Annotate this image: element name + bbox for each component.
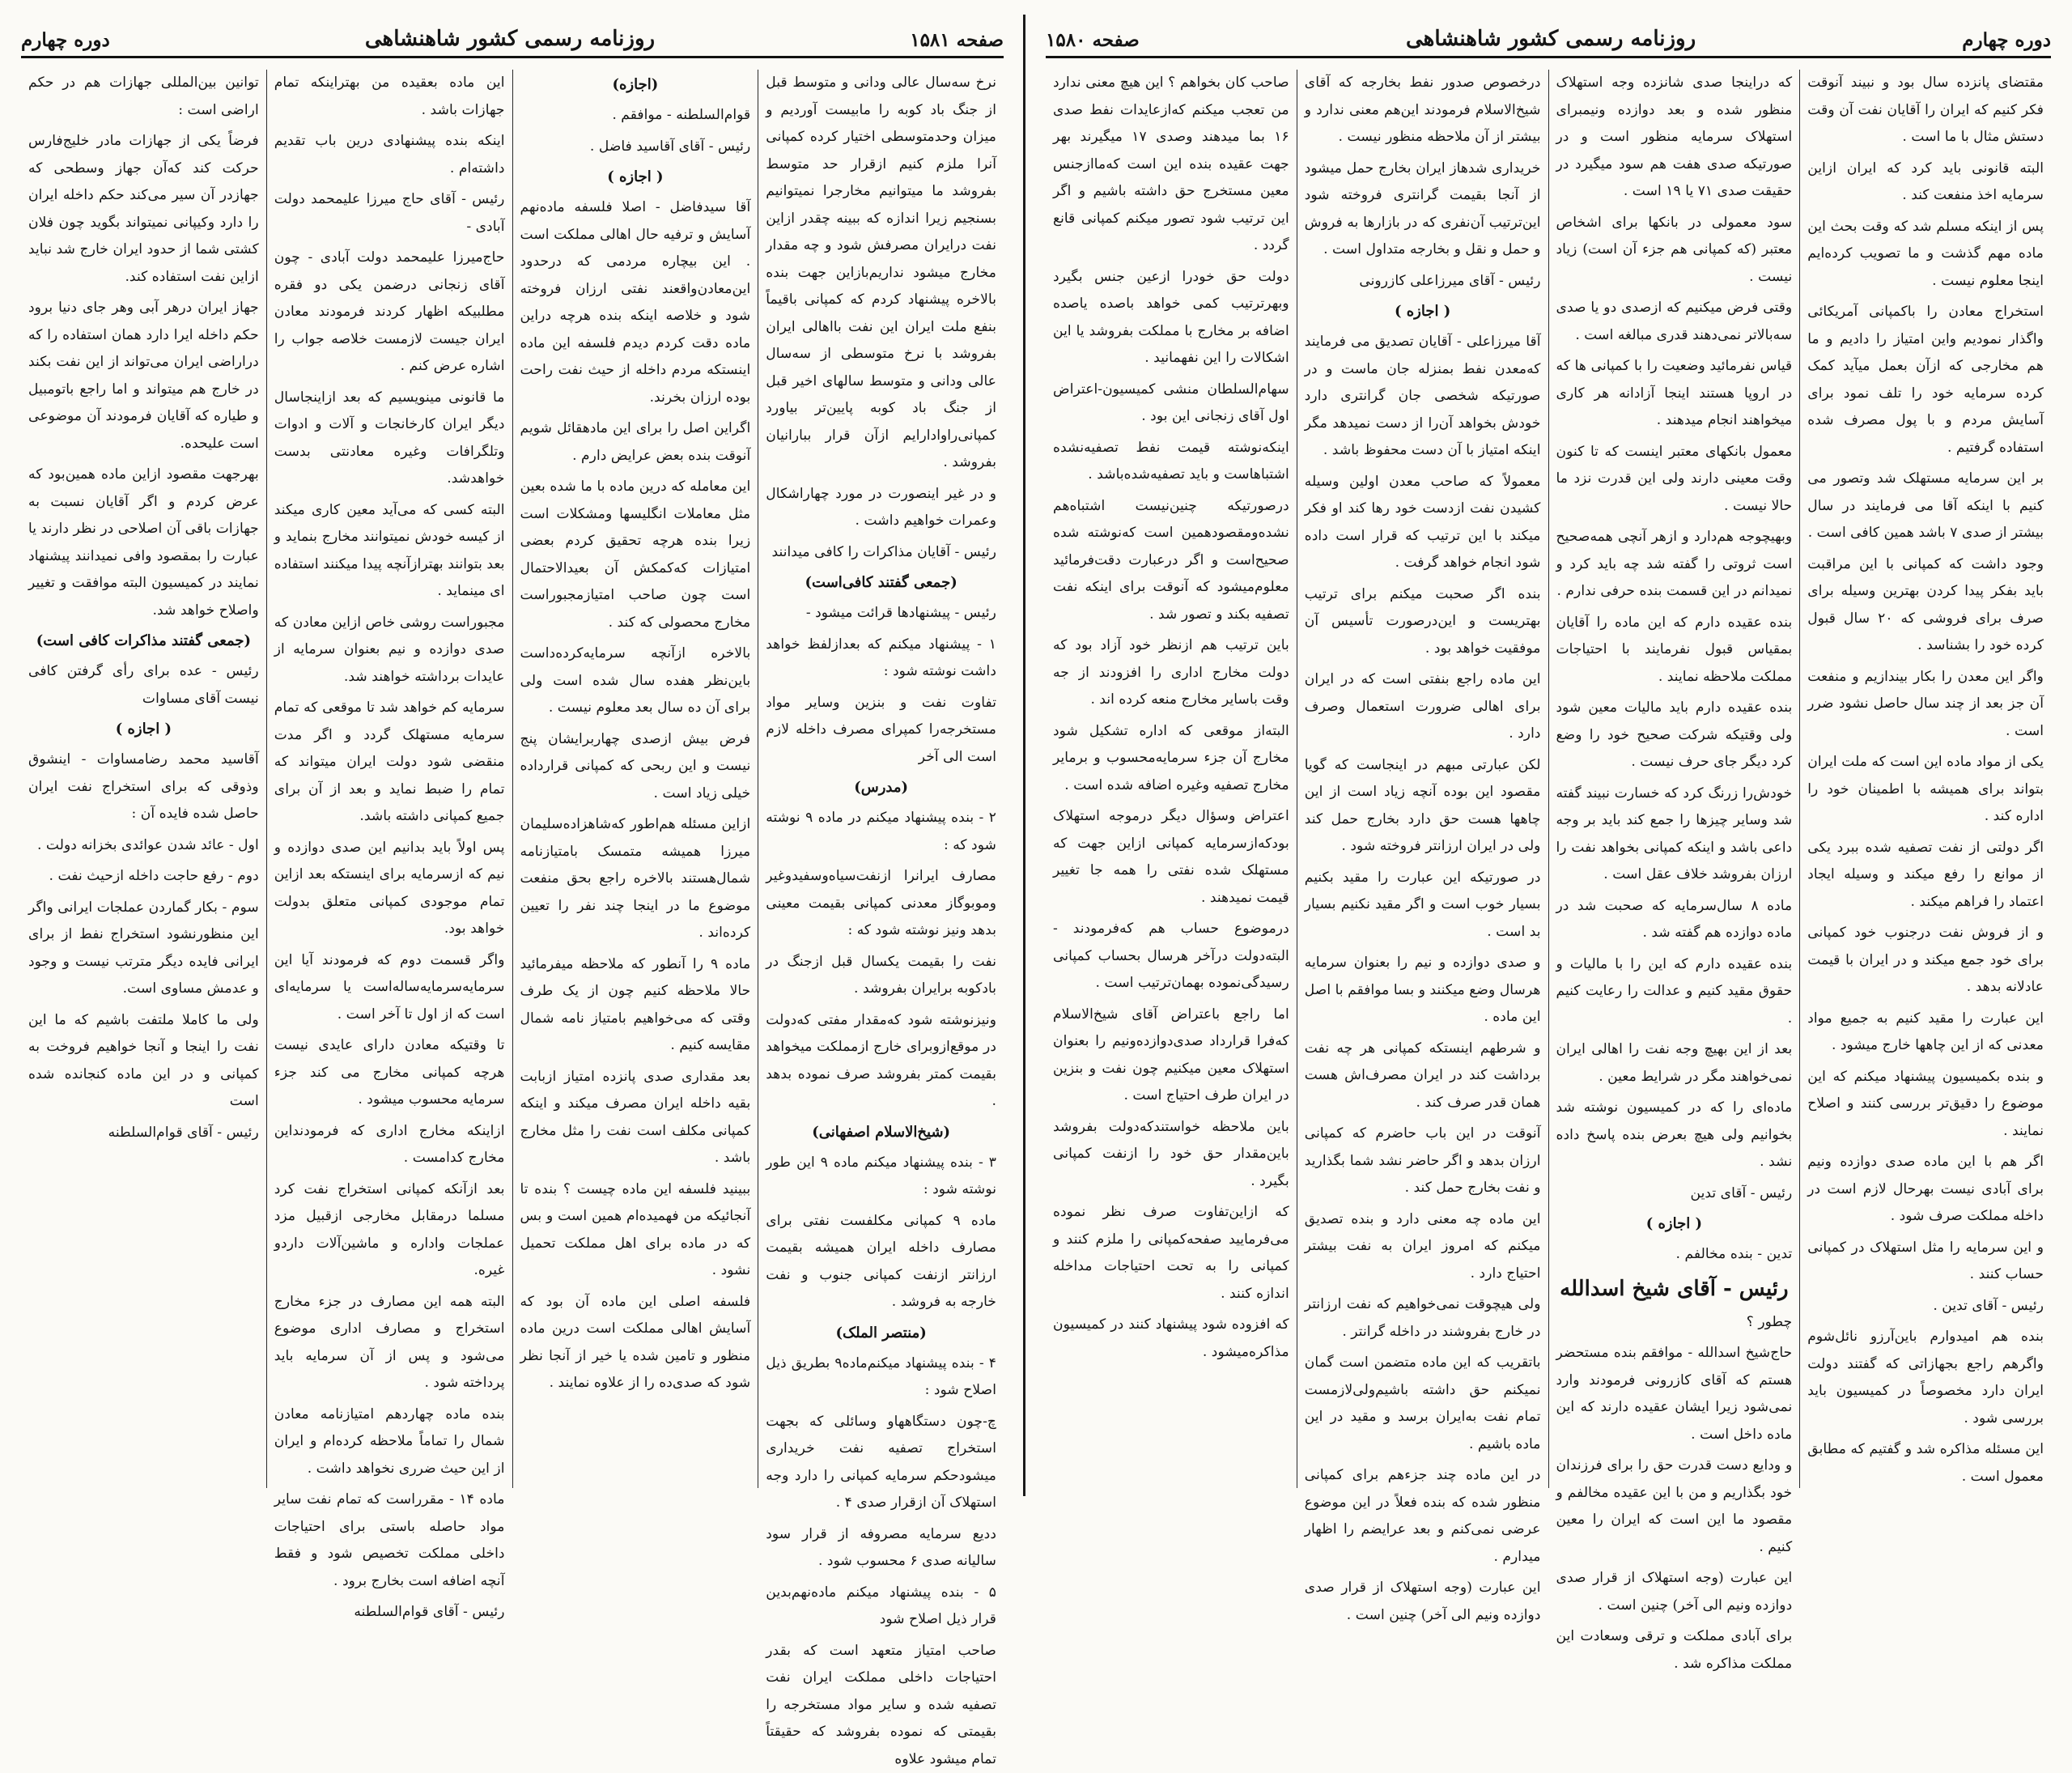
paragraph: بنده عقیده دارم که این را با مالیات و حقوق مقید کنیم و عدالت را رعایت کنیم . <box>1556 951 1793 1033</box>
center-heading: (شیخ‌الاسلام اصفهانی) <box>766 1120 996 1146</box>
paragraph: ۱ - پیشنهاد میکنم که بعدازلفظ خواهد داشت نوشته شود : <box>766 631 996 686</box>
paragraph: معمول بانکهای معتبر اینست که تا کنون وقت معینی دارند ولی این قدرت نزد ما حالا نیست . <box>1556 439 1793 521</box>
paragraph: پس اولاً باید بدانیم این صدی دوازده و نیم که ازسرمایه برای اینستکه بعد ازاین تمام موجودی کمپانی متعلق بدولت خواهد بود. <box>274 835 505 943</box>
paragraph: ما قانونی مینویسیم که بعد ازاینجاسال دیگر ایران کارخانجات و آلات و ادوات وتلگرافات وغیره معادنتی بدست خواهدشد. <box>274 385 505 493</box>
paragraph: برای آبادی مملکت و ترقی وسعادت این مملکت مذاکره شد . <box>1556 1623 1793 1677</box>
paragraph: سوم - بکار گماردن عملجات ایرانی واگر این منظورنشود استخراج نفط از برای ایرانی فایده دیگر مترتب نیست و وجود و عدمش مساوی است. <box>28 895 259 1003</box>
paragraph: ماده ۸ سال‌سرمایه که صحبت شد در ماده دوازده هم گفته شد . <box>1556 893 1793 947</box>
paragraph: اول - عائد شدن عوائدی بخزانه دولت . <box>28 832 259 860</box>
text-column <box>21 70 266 1488</box>
text-column <box>1046 70 1297 1488</box>
paragraph: ددیع سرمایه مصروفه از قرار سود سالیانه صدی ۶ محسوب شود . <box>766 1521 996 1575</box>
paragraph: البته‌از موقعی که اداره تشکیل شود مخارج آن جزء سرمایه‌محسوب و برمایر مخارج تصفیه وغیره اضافه شده است . <box>1053 718 1289 800</box>
paragraph: بنده عقیده دارم باید مالیات معین شود ولی وقتیکه شرکت صحیح خود را وضع کرد دیگر جای حرف نیست . <box>1556 695 1793 776</box>
paragraph: درصورتیکه چنین‌نیست اشتباه‌هم نشده‌ومقصودهمین است که‌نوشته شده صحیح‌است و اگر درعبارت دقت‌فرمائید معلوم‌میشود که آنوقت برای اینکه نفت تصفیه بکند و تصور شد . <box>1053 493 1289 629</box>
paragraph: ماده‌ای را که در کمیسیون نوشته شد بخوانیم ولی هیچ بعرض بنده پاسخ داده نشد . <box>1556 1095 1793 1176</box>
paragraph: ماده ۹ کمپانی مکلفست نفتی برای مصارف داخله ایران همیشه بقیمت ارزانتر ازنفت کمپانی جنوب و نفت خارجه به فروشد . <box>766 1208 996 1316</box>
paragraph: باین ترتیب هم ازنظر خود آزاد بود که دولت مخارج اداری را افزودند از جه وقت باسایر مخارج منعه کرده اند . <box>1053 632 1289 714</box>
paragraph: خودش‌را زرنگ کرد که خسارت نبیند گفته شد وسایر چیزها را جمع کند باید بر وجه داعی باشد و اینکه کمپانی بخواهد نفت را ارزان بفروشد خلاف عقل است . <box>1556 780 1793 889</box>
paragraph: و صدی دوازده و نیم را بعنوان سرمایه هرسال وضع میکنند و بسا موافقم با اصل این ماده . <box>1305 950 1541 1031</box>
paragraph: سود معمولی در بانکها برای اشخاص معتبر (که کمپانی هم جزء آن است) زیاد نیست . <box>1556 210 1793 291</box>
paragraph: درموضوع حساب هم که‌فرمودند - البته‌دولت درآخر هرسال بحساب کمپانی رسیدگی‌نموده بهمان‌ترتیب است . <box>1053 916 1289 997</box>
paragraph: که ازاین‌تفاوت صرف نظر نموده می‌فرمایید صفحه‌کمپانی را ملزم کنند و کمپانی را به تحت احتیاجات مداخله اندازه کنند . <box>1053 1199 1289 1307</box>
paragraph: ازاین مسئله هم‌اطور که‌شاهزاده‌سلیمان میرزا همیشه متمسک بامتیازنامه شمال‌هستند بالاخره راجع بحق منفعت موضوع ما در اینجا چند نفر را تعیین کرده‌اند . <box>520 811 751 947</box>
paragraph: واگر این معدن را بکار بیندازیم و منفعت آن جز بعد از چند سال حاصل نشود ضرر است . <box>1807 664 2044 746</box>
paragraph: نفت را بقیمت یکسال قبل ازجنگ در بادکوبه برایران بفروشد . <box>766 949 996 1003</box>
paragraph: وقتی فرض میکنیم که ازصدی دو یا صدی سه‌بالاتر نمی‌دهند قدری مبالغه است . <box>1556 295 1793 349</box>
paragraph: در صورتیکه این عبارت را مقید بکنیم بسیار خوب است و اگر مقید نکنیم بسیار بد است . <box>1305 865 1541 946</box>
paragraph: ولی ما کاملا ملتفت باشیم که ما این نفت را اینجا و آنجا خواهیم فروخت به کمپانی و در این ماده کنجانده شده است <box>28 1007 259 1116</box>
paragraph: بعد مقداری صدی پانزده امتیاز ازبابت بقیه داخله ایران مصرف میکند و اینکه کمپانی مکلف است نفت را مثل مخارج باشد . <box>520 1064 751 1172</box>
text-column <box>1297 70 1548 1488</box>
paragraph: بالاخره ازآنچه سرمایه‌کرده‌داست باین‌نظر هفده سال شده است ولی برای آن ده سال بعد معلوم نیست . <box>520 640 751 722</box>
left-page <box>0 0 1025 1507</box>
center-heading: ( اجازه ) <box>28 716 259 742</box>
left-page-number: صفحه ۱۵۸۱ <box>910 29 1004 51</box>
paragraph: جهاز ایران درهر آبی وهر جای دنیا برود حکم داخله ایرا دارد همان استفاده را که دراراضی ایران می‌تواند از این نفت بکند در خارج هم میتواند و اما راجع باتومبیل و طیاره که آقایان فرمودند آن موضوعی است علیحده. <box>28 295 259 457</box>
paragraph: دولت حق خودرا ازعین جنس بگیرد وبهرترتیب کمی خواهد باصده یاصده اضافه بر مخارج با مملکت بفروشد یا این اشکالات را این نفهمانید . <box>1053 264 1289 372</box>
paragraph: این عبارت (وجه استهلاک از قرار صدی دوازده ونیم الی آخر) چنین است . <box>1305 1575 1541 1629</box>
paragraph: مقتضای پانزده سال بود و نبیند آنوقت فکر کنیم که ایران را آقایان نفت آن وقت دستش مثال با ما است . <box>1807 70 2044 151</box>
paragraph: رئیس - آقای قوام‌السلطنه <box>28 1120 259 1147</box>
paragraph: مجبوراست روشی خاص ازاین معادن که صدی دوازده و نیم بعنوان سرمایه از عایدات برداشته خواهند شد. <box>274 610 505 691</box>
paragraph: آقاسید محمد رضامساوات - اینشوق وذوقی که برای استخراج نفت ایران حاصل شده فایده آن : <box>28 746 259 828</box>
paragraph: درخصوص صدور نفط بخارجه که آقای شیخ‌الاسلام فرمودند این‌هم معنی ندارد و بیشتر از آن ملاحظه منظور نیست . <box>1305 70 1541 151</box>
paragraph: بهرجهت مقصود ازاین ماده همین‌بود که عرض کردم و اگر آقایان نسبت به جهازات باقی آن اصلاحی در نظر دارند یا عبارت را بمقصود وافی نمیدانند پیشنهاد نمایند در کمیسیون البته موافقت و تغییر واصلاح خواهد شد. <box>28 461 259 624</box>
paragraph: وبهیچوجه هم‌دارد و ازهر آنچی همه‌صحیح است ثروتی را گفته شد چه باید کرد و نمیدانم در این قسمت بنده حرفی ندارم . <box>1556 524 1793 606</box>
paragraph: رئیس - آقای تدین . <box>1807 1293 2044 1320</box>
center-heading: ( اجازه ) <box>1305 299 1541 325</box>
right-page-title: روزنامه رسمی کشور شاهنشاهی <box>1406 27 1696 51</box>
paragraph: و ودایع دست قدرت حق را برای فرزندان خود بگذاریم و من با این عقیده مخالفم و مقصود ما این است که ایران را معین کنیم . <box>1556 1452 1793 1561</box>
paragraph: آقا سیدفاضل - اصلا فلسفه ماده‌نهم آسایش و ترفیه حال اهالی مملکت است . این بیچاره مردمی که درحدود این‌معادن‌واقعند نفتی ارزان فروخته شود و خلاصه اینکه بنده هرچه دراین ماده دقت کردم دیدم فلسفه این ماده اینستکه مردم داخله از حیث نفت راحت بوده ارزان بخرند. <box>520 194 751 411</box>
paragraph: و از فروش نفت درجنوب خود کمپانی برای خود جمع میکند و در ایران با قیمت عادلانه بدهد . <box>1807 920 2044 1001</box>
paragraph: رئیس - آقایان مذاکرات را کافی میدانند <box>766 539 996 567</box>
paragraph: که دراینجا صدی شانزده وجه استهلاک منظور شده و بعد دوازده ونیمبرای استهلاک سرمایه منظور است و در صورتیکه صدی هفت هم سود میگیرد در حقیقت صدی ۷۱ یا ۱۹ است . <box>1556 70 1793 206</box>
center-heading: ( اجازه ) <box>1556 1211 1793 1237</box>
center-heading: (مدرس) <box>766 775 996 801</box>
paragraph: بعد ازآنکه کمپانی استخراج نفت کرد مسلما درمقابل مخارجی ازقبیل مزد عملجات واداره و ماشین‌آلات داردو غیره. <box>274 1176 505 1285</box>
paragraph: بنده عقیده دارم که این ماده را آقایان بمقیاس قبول نفرمایند با احتیاجات مملکت ملاحظه نمایند . <box>1556 610 1793 691</box>
paragraph: که افزوده شود پیشنهاد کنند در کمیسیون مذاکره‌میشود . <box>1053 1312 1289 1366</box>
left-page-masthead <box>21 11 1004 58</box>
paragraph: اگراین اصل را برای این مادهقائل شویم آنوقت بنده بعض عرایض دارم . <box>520 415 751 470</box>
paragraph: بعد از این بهیچ وجه نفت را اهالی ایران نمی‌خواهند مگر در شرایط معین . <box>1556 1036 1793 1091</box>
paragraph: و در غیر اینصورت در مورد چهاراشکال وعمرات خواهیم داشت . <box>766 481 996 535</box>
left-page-title: روزنامه رسمی کشور شاهنشاهی <box>365 27 655 51</box>
paragraph: فرضاً یکی از جهازات مادر خلیج‌فارس حرکت کند که‌آن جهاز وسطحی که جهازدر آن سیر می‌کند حکم داخله ایران را دارد وکیپانی نمیتواند بگوید چون فلان کشتی شما از حدود ایران خارج شد نباید ازاین نفت استفاده کند. <box>28 128 259 291</box>
paragraph: رئیس - آقای میرزاعلی کازرونی <box>1305 268 1541 296</box>
paragraph: قیاس نفرمائید وضعیت را با کمپانی ها که در اروپا هستند اینجا آزادانه هر کاری میخواهند انجام میدهند . <box>1556 353 1793 435</box>
paragraph: استخراج معادن را باکمپانی آمریکائی واگذار نمودیم واین امتیاز را دادیم و ما هم مخارجی که ازآن بعمل میآید کمک کرده سرمایه خود را تلف نمود برای آسایش مردم و با پول مصرف شده استفاده گرفتیم . <box>1807 299 2044 461</box>
paragraph: رئیس - آقای تدین <box>1556 1180 1793 1208</box>
paragraph: اعتراض وسؤال دیگر درموجه استهلاک بودکه‌ازسرمایه کمپانی ازاین جهت که مستهلک شده نفتی را همه جا تغییر قیمت نمیدهند . <box>1053 803 1289 912</box>
paragraph: آقا میرزاعلی - آقایان تصدیق می فرمایند که‌معدن نفط بمنزله جان ماست و در صورتیکه شخصی جان گرانتری دارد خودش بخواهد آن‌را از دست نمیدهد مگر اینکه امتیاز با آن دست محفوظ باشد . <box>1305 329 1541 465</box>
left-page-section: دوره چهارم <box>21 29 110 51</box>
paragraph: ۴ - بنده پیشنهاد میکنم‌ماده۹ بطریق ذیل اصلاح شود : <box>766 1350 996 1405</box>
paragraph: ونیزنوشته شود که‌مقدار مفتی که‌دولت در موقع‌ازوبرای خارج ازمملکت میخواهد بقیمت کمتر بفروشد صرف نموده بدهد . <box>766 1007 996 1116</box>
paragraph: ۲ - بنده پیشنهاد میکنم در ماده ۹ نوشته شود که : <box>766 805 996 859</box>
paragraph: ازاینکه مخارج اداری که فرمودنداین مخارج کدامست . <box>274 1118 505 1172</box>
paragraph: در این ماده چند جزءهم برای کمپانی منظور شده که بنده فعلاً در این موضوع عرضی نمی‌کنم و بعد عرایضم را اظهار میدارم . <box>1305 1462 1541 1571</box>
paragraph: رئیس - آقای آقاسید فاضل . <box>520 134 751 161</box>
paragraph: معمولاً که صاحب معدن اولین وسیله کشیدن نفت ازدست خود رها کند او فکر میکند با این ترتیب که قرار است داده شود انجام خواهد گرفت . <box>1305 469 1541 577</box>
paragraph: رئیس - آقای حاج میرزا علیمحمد دولت آبادی - <box>274 186 505 240</box>
paragraph: لکن عبارتی مبهم در اینجاست که گویا مقصود این بوده آنچه زیاد است از این چاهها هست حق دارد بخارج حمل کند ولی در ایران ارزانتر فروخته شود . <box>1305 752 1541 861</box>
paragraph: این مسئله مذاکره شد و گفتیم که مطابق معمول است . <box>1807 1436 2044 1490</box>
right-page <box>1025 0 2072 1507</box>
paragraph: بر این سرمایه مستهلک شد وتصور می کنیم با اینکه آقا می فرمایند در سال بیشتر از صدی ۷ باشد همین کافی است . <box>1807 466 2044 547</box>
center-heading: رئیس - آقای شیخ اسدالله <box>1556 1273 1793 1305</box>
paragraph: نرخ سه‌سال عالی ودانی و متوسط قبل از جنگ باد کوبه را مابیست آوردیم و میزان وحدمتوسطی اختیار کرده کمپانی آنرا ملزم کنیم ازقرار حد متوسط بفروشد ما میتوانیم مخارجرا نمیتوانیم بسنجیم زیرا اندازه که ببینه چقدر ازاین نفت درایران مصرفش شود و چه مقدار مخارج میشود نداریم‌بازاین جهت بنده بالاخره پیشنهاد کردم که کمپانی باقیماً بنفع ملت ایران این نفت بااهالی ایران بفروشد با نرخ متوسطی از سه‌سال عالی ودانی و متوسط سالهای اخیر قبل از جنگ باد کوبه پایین‌تر بیاورد کمپانی‌راوادارایم ازآن قرار ببارانیان بفروشد . <box>766 70 996 477</box>
text-column <box>758 70 1004 1488</box>
paragraph: آنوقت در این باب حاضرم که کمپانی ارزان بدهد و اگر حاضر نشد شما بگذارید و نفت بخارج حمل کند . <box>1305 1120 1541 1202</box>
paragraph: باین ملاحظه خواستندکه‌دولت بفروشد باین‌مقدار حق خود را ازنفت کمپانی بگیرد . <box>1053 1114 1289 1196</box>
paragraph: ۵ - بنده پیشنهاد میکنم ماده‌نهم‌بدین قرار ذیل اصلاح شود <box>766 1580 996 1634</box>
paragraph: بنده اگر صحبت میکنم برای ترتیب بهتریست و این‌درصورت تأسیس آن موفقیت خواهد بود . <box>1305 581 1541 663</box>
paragraph: البته قانونی باید کرد که ایران ازاین سرمایه اخذ منفعت کند . <box>1807 155 2044 210</box>
paragraph: حاج‌شیخ اسدالله - موافقم بنده مستحضر هستم که آقای کازرونی فرمودند وارد نمی‌شود زیرا ایشان عقیده دارند که این ماده داخل است . <box>1556 1340 1793 1448</box>
center-heading: (منتصر الملک) <box>766 1320 996 1346</box>
paragraph: رئیس - آقای قوام‌السلطنه <box>274 1599 505 1626</box>
center-heading: ( اجازه ) <box>520 164 751 190</box>
paragraph: این عبارت (وجه استهلاک از قرار صدی دوازده ونیم الی آخر) چنین است . <box>1556 1565 1793 1619</box>
paragraph: مصارف ایرانرا ازنفت‌سیاه‌وسفیدوغیر وموبوگاز معدنی کمپانی بقیمت معینی بدهد ونیز نوشته شود که : <box>766 863 996 945</box>
paragraph: توانین بین‌المللی جهازات هم در حکم اراضی است : <box>28 70 259 124</box>
center-heading: (جمعی گفتند مذاکرات کافی است) <box>28 628 259 654</box>
page-gutter-rule <box>1023 15 1025 1496</box>
paragraph: فلسفه اصلی این ماده آن بود که آسایش اهالی مملکت است درین ماده منظور و تامین شده یا خیر از آنجا نظر شود که صدی‌ده را از علاوه نمایند . <box>520 1289 751 1397</box>
paragraph: وجود داشت که کمپانی با این مراقبت باید بفکر پیدا کردن بهترین وسیله برای صرف برای فروشی که ۲۰ سال قبول کرده خود را بشناسد . <box>1807 551 2044 660</box>
paragraph: فرض بیش ازصدی چهاربرایشان پنج نیست و این ربحی که کمپانی قرارداده خیلی زیاد است . <box>520 726 751 808</box>
paragraph: صاحب امتیاز متعهد است که بقدر احتیاجات داخلی مملکت ایران نفت تصفیه شده و سایر مواد مستخرجه را بقیمتی که نموده بفروشد که حقیقتاً تمام میشود علاوه <box>766 1638 996 1773</box>
text-column <box>266 70 512 1488</box>
paragraph: تا وقتیکه معادن دارای عایدی نیست هرچه کمپانی مخارج می کند جزء سرمایه محسوب میشود . <box>274 1032 505 1114</box>
paragraph: چ-چون دستگاههاو وسائلی که بجهت استخراج تصفیه نفت خریداری میشودحکم سرمایه کمپانی را دارد وجه استهلاک آن ازقرار صدی ۴ . <box>766 1409 996 1517</box>
paragraph: صاحب کان بخواهم ؟ این هیچ معنی ندارد من تعجب میکنم که‌ازعایدات نفط صدی ۱۶ بما میدهند وصدی ۱۷ میگیرند بهر جهت عقیده بنده این است که‌ماازجنس معین مستخرج حق داشته باشیم و اگر این ترتیب شود تصور میکنم کمپانی قانع گردد . <box>1053 70 1289 260</box>
right-page-section: دوره چهارم <box>1962 29 2051 51</box>
paragraph: خریداری شدهاز ایران بخارج حمل میشود از آنجا بقیمت گرانتری فروخته شود این‌ترتیب آن‌نفری که در بازارها به فروش و حمل و نقل و بخارجه متداول است . <box>1305 155 1541 264</box>
paragraph: سرمایه کم خواهد شد تا موقعی که تمام سرمایه مستهلک گردد و اگر مدت منقضی شود دولت ایران میتواند که تمام را ضبط نماید و بعد از آن برای جمیع کمپانی داشته باشد. <box>274 695 505 831</box>
paragraph: البته کسی که می‌آید معین کاری میکند از کیسه خودش نمیتوانند مخارج بنماید و بعد بتوانند بهترازآنچه پیدا میکنند استفاده ای مینماید . <box>274 497 505 606</box>
text-column <box>512 70 758 1488</box>
paragraph: باتقریب که این ماده متضمن است گمان نمیکنم حق داشته باشیم‌ولی‌لازمست تمام نفت به‌ایران برسد و مقید در این ماده باشیم . <box>1305 1350 1541 1458</box>
paragraph: این معامله که درین ماده با ما شده بعین مثل معاملات انگلیسها ومشکلات است زیرا بنده هرچه تحقیق کردم بعضی امتیازات که‌کمکش آن بعیدالاحتمال است چون صاحب امتیازمجبوراست مخارج محصولی که کند . <box>520 474 751 636</box>
paragraph: اگر دولتی از نفت تصفیه شده ببرد یکی از موانع را رفع میکند و وسیله ایجاد اعتماد را فراهم میکند . <box>1807 835 2044 916</box>
right-page-masthead <box>1046 11 2051 58</box>
text-column <box>1799 70 2051 1488</box>
paragraph: اما راجع باعتراض آقای شیخ‌الاسلام که‌فرا قرارداد صدی‌دوازده‌ونیم را بعنوان استهلاک معین میکنیم چون نفت و بنزین در ایران طرف احتیاج است . <box>1053 1001 1289 1110</box>
paragraph: این ماده راجع بنفتی است که در ایران برای اهالی ضرورت استعمال وصرف دارد . <box>1305 666 1541 748</box>
paragraph: و بنده بکمیسیون پیشنهاد میکنم که این موضوع را دقیق‌تر بررسی کنند و اصلاح نمایند . <box>1807 1064 2044 1146</box>
paragraph: ماده ۹ را آنطور که ملاحظه میفرمائید حالا ملاحظه کنیم چون از یک طرف وقتی که می‌خواهیم بامتیاز نامه شمال مقایسه کنیم . <box>520 951 751 1060</box>
paragraph: واگر قسمت دوم که فرمودند آیا این سرمایه‌سرمایه‌ساله‌است یا سرمایه‌ای است که از اول تا آخر است . <box>274 947 505 1029</box>
paragraph: ولی هیچوقت نمی‌خواهیم که نفت ارزانتر در خارج بفروشند در داخله گرانتر . <box>1305 1291 1541 1346</box>
paragraph: ۳ - بنده پیشنهاد میکنم ماده ۹ این طور نوشته شود : <box>766 1150 996 1204</box>
paragraph: یکی از مواد ماده این است که ملت ایران بتواند برای همیشه با اطمینان خود را اداره کند . <box>1807 749 2044 831</box>
paragraph: چطور ؟ <box>1556 1309 1793 1337</box>
paragraph: این عبارت را مقید کنیم به جمیع مواد معدنی که از این چاهها خارج میشود . <box>1807 1006 2044 1060</box>
right-page-number: صفحه ۱۵۸۰ <box>1046 29 1140 51</box>
paragraph: اینکه‌نوشته قیمت نفط تصفیه‌نشده اشتباهاست و باید تصفیه‌شده‌باشد . <box>1053 435 1289 489</box>
paragraph: و این سرمایه را مثل استهلاک در کمپانی حساب کنند . <box>1807 1235 2044 1289</box>
text-column <box>1548 70 1800 1488</box>
paragraph: اینکه بنده پیشنهادی درین باب تقدیم داشته‌ام . <box>274 128 505 182</box>
paragraph: این ماده بعقیده من بهتراینکه تمام جهازات باشد . <box>274 70 505 124</box>
paragraph: حاج‌میرزا علیمحمد دولت آبادی - چون آقای زنجانی درضمن یکی دو فقره مطلبیکه اظهار کردند فرمودند معادن ایران جیست لازمست خلاصه جواب را اشاره عرض کنم . <box>274 244 505 381</box>
paragraph: رئیس - پیشنهادها قرائت میشود - <box>766 600 996 627</box>
paragraph: بنده هم امیدوارم باین‌آرزو نائل‌شوم واگرهم راجع بجهازاتی که گفتند دولت ایران دارد مخصوصاً در کمیسیون باید بررسی شود . <box>1807 1324 2044 1432</box>
paragraph: ماده ۱۴ - مقرراست که تمام نفت سایر مواد حاصله باستی برای احتیاجات داخلی مملکت تخصیص شود و فقط آنچه اضافه است بخارج برود . <box>274 1486 505 1595</box>
paragraph: رئیس - عده برای رأی گرفتن کافی نیست آقای مساوات <box>28 658 259 712</box>
paragraph: و شرطهم اینستکه کمپانی هر چه نفت برداشت کند در ایران مصرف‌اش هست همان قدر صرف کند . <box>1305 1035 1541 1117</box>
left-page-columns <box>21 70 1004 1488</box>
paragraph: قوام‌السلطنه - موافقم . <box>520 102 751 130</box>
paragraph: دوم - رفع حاجت داخله ازحیث نفت . <box>28 863 259 891</box>
center-heading: (جمعی گفتند کافی‌است) <box>766 570 996 596</box>
paragraph: سهام‌السلطان منشی کمیسیون-اعتراض اول آقای زنجانی این بود . <box>1053 376 1289 431</box>
paragraph: اگر هم با این ماده صدی دوازده ونیم برای آبادی نیست بهرحال لازم است در داخله مملکت صرف شود . <box>1807 1149 2044 1231</box>
paragraph: تدین - بنده مخالفم . <box>1556 1241 1793 1269</box>
paragraph: البته همه این مصارف در جزء مخارج استخراج و مصارف اداری موضوع می‌شود و پس از آن سرمایه باید پرداخته شود . <box>274 1289 505 1397</box>
right-page-columns <box>1046 70 2051 1488</box>
paragraph: این ماده چه معنی دارد و بنده تصدیق میکنم که امروز ایران به نفت بیشتر احتیاج دارد . <box>1305 1206 1541 1288</box>
paragraph: پس از اینکه مسلم شد که وقت بحث این ماده مهم گذشت و ما تصویب کرده‌ایم اینجا معلوم نیست . <box>1807 214 2044 296</box>
paragraph: بنده ماده چهاردهم امتیازنامه معادن شمال را تماماً ملاحظه کرده‌ام و ایران از این حیث ضرری نخواهد داشت . <box>274 1401 505 1483</box>
paragraph: تفاوت نفت و بنزین وسایر مواد مستخرجه‌را کمپرای مصرف داخله لازم است الی آخر <box>766 690 996 772</box>
paragraph: ببینید فلسفه این ماده چیست ؟ بنده تا آنجائیکه من فهمیده‌ام همین است و بس که در ماده برای اهل مملکت تحمیل نشود . <box>520 1176 751 1285</box>
center-heading: (اجازه) <box>520 72 751 98</box>
